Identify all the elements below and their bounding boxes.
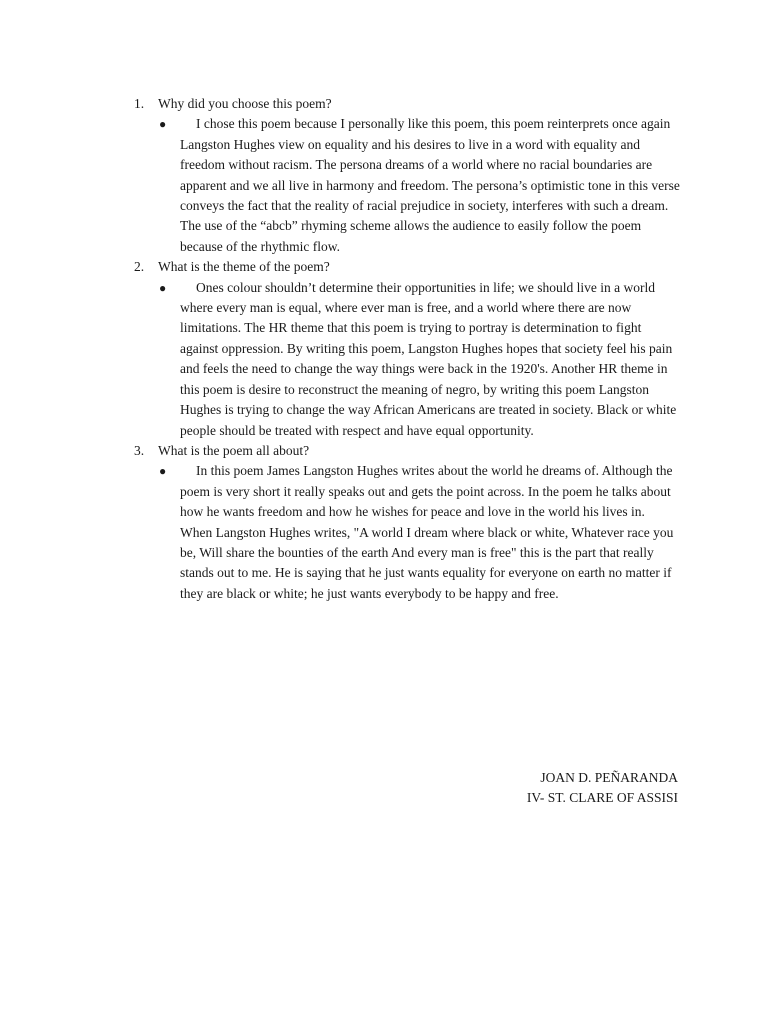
question-number: 3. bbox=[134, 442, 145, 458]
question-item-3 bbox=[134, 441, 680, 604]
bullet-icon: ● bbox=[159, 464, 167, 479]
question-text: What is the theme of the poem? bbox=[158, 259, 330, 275]
question-item-1 bbox=[134, 94, 680, 257]
question-number: 1. bbox=[134, 96, 145, 111]
bullet-icon: ● bbox=[159, 117, 167, 132]
answer-paragraph bbox=[159, 461, 680, 604]
question-text: Why did you choose this poem? bbox=[158, 96, 332, 111]
bullet-icon: ● bbox=[159, 280, 167, 295]
question-list bbox=[134, 94, 680, 604]
answer-text: In this poem James Langston Hughes writes about the world he dreams of. Although the poem is very short it really speaks out and gets the point across. In the poem he talks about how he wants freedom and how he wishes for peace and love in the world his lives in. When Langston Hughes writes, "A world I dream where black or white, Whatever race you be, Will share the bounties of the earth And every man is free" this is the part that really stands out to me. He is saying that he just wants equality for everyone on earth no matter if they are black or white; he just wants everybody to be happy and free. bbox=[180, 463, 674, 601]
question-text: What is the poem all about? bbox=[158, 442, 310, 458]
question-item-2 bbox=[134, 257, 680, 441]
question-number: 2. bbox=[134, 259, 145, 275]
author-name: JOAN D. PEÑARANDA bbox=[540, 770, 678, 785]
answer-paragraph bbox=[159, 278, 680, 441]
signature-block bbox=[527, 768, 678, 808]
author-section: IV- ST. CLARE OF ASSISI bbox=[526, 790, 678, 805]
answer-paragraph bbox=[159, 114, 680, 257]
answer-text: Ones colour shouldn’t determine their opportunities in life; we should live in a world where every man is equal, where ever man is free, and a world where there are now limitations. The HR theme that this poem is trying to portray is determination to fight against oppression. By writing this poem, Langston Hughes hopes that society feel his pain and feels the need to change the way things were back in the 1920's. Another HR theme in this poem is desire to reconstruct the meaning of negro, by writing this poem Langston Hughes is trying to change the way African Americans are treated in society. Black or white people should be treated with respect and have equal opportunity. bbox=[180, 279, 677, 438]
answer-text: I chose this poem because I personally like this poem, this poem reinterprets once again Langston Hughes view on equality and his desires to live in a word with equality and freedom without racism. The persona dreams of a world where no racial boundaries are apparent and we all live in harmony and freedom. The persona’s optimistic tone in this verse conveys the fact that the reality of racial prejudice in society, interferes with such a dream. The use of the “abcb” rhyming scheme allows the audience to easily follow the poem because of the rhythmic flow. bbox=[180, 116, 680, 254]
